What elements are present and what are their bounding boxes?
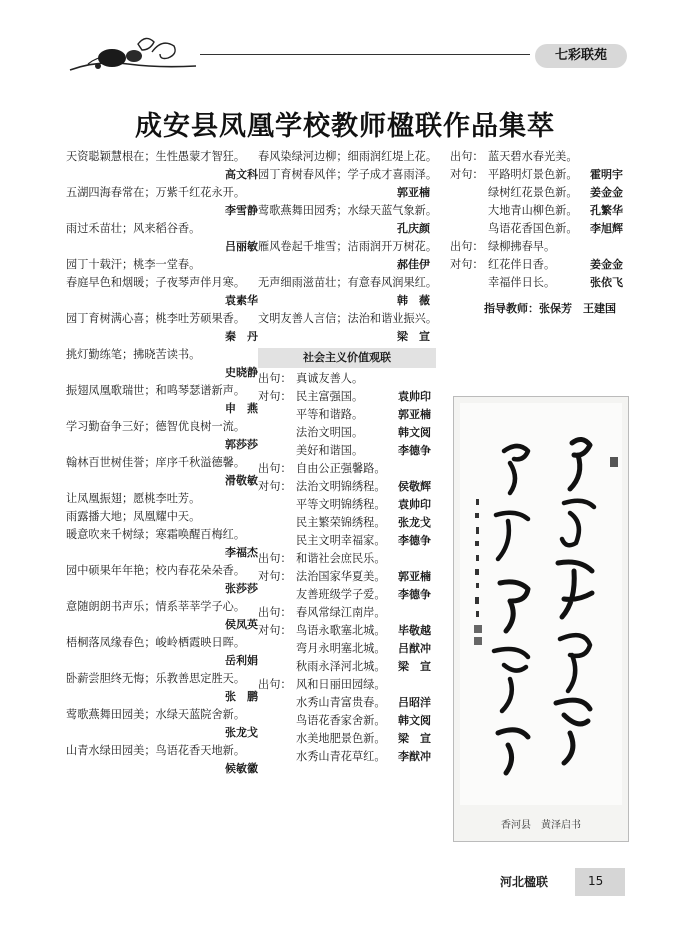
couplet-text: 风和日丽田园绿。 <box>296 678 386 691</box>
couplet-text: 幸福伴日长。 <box>488 276 556 289</box>
couplet-author: 袁帅印 <box>398 390 431 403</box>
couplet-row <box>258 514 438 532</box>
couplet-author: 申 燕 <box>225 402 258 415</box>
couplet-text: 法治国家华夏美。 <box>296 570 386 583</box>
couplet-text: 水秀山青花草红。 <box>296 750 386 763</box>
couplet-row <box>258 676 438 694</box>
couplet-row <box>258 730 438 748</box>
couplet-line: 春风染绿河边柳；细雨润红堤上花。 <box>258 150 438 163</box>
couplet-label: 出句： <box>450 150 484 163</box>
couplet-row <box>450 256 640 274</box>
couplet-label <box>258 424 296 442</box>
couplet-row <box>258 622 438 640</box>
couplet-text: 法治文明锦绣程。 <box>296 480 386 493</box>
couplet-author: 孔庆颜 <box>397 222 430 235</box>
couplet-author: 李德争 <box>398 588 431 601</box>
couplet-line: 卧薪尝胆终无悔；乐教善思定胜天。 <box>66 672 246 685</box>
calligraphy-caption: 香河县 黄泽启书 <box>501 820 581 831</box>
couplet-author: 霍明宇 <box>590 168 623 181</box>
couplet-author: 张莎莎 <box>225 582 258 595</box>
couplet-label: 出句： <box>258 552 292 565</box>
couplet-author: 张龙戈 <box>398 516 431 529</box>
couplet-line: 园丁十载汗；桃李一堂春。 <box>66 258 201 271</box>
couplet-line: 暖意吹来千树绿；寒霜唤醒百梅红。 <box>66 528 246 541</box>
couplet-author: 姜金金 <box>590 186 623 199</box>
couplet-row <box>258 442 438 460</box>
couplet-text: 绿柳拂春早。 <box>488 240 556 253</box>
couplet-line: 梧桐落凤缘春色；峻岭栖霞映日晖。 <box>66 636 246 649</box>
couplet-label <box>258 694 296 712</box>
couplet-author: 郝佳伊 <box>397 258 430 271</box>
couplet-text: 水秀山青富贵春。 <box>296 696 386 709</box>
couplet-line: 天资聪颖慧根在；生性愚蒙才智狂。 <box>66 150 246 163</box>
couplet-author: 张依飞 <box>590 276 623 289</box>
couplet-text: 民主文明幸福家。 <box>296 534 386 547</box>
couplet-text: 平路明灯景色新。 <box>488 168 578 181</box>
couplet-author: 张龙戈 <box>225 726 258 739</box>
couplet-label <box>450 274 488 292</box>
couplet-author: 岳利娟 <box>225 654 258 667</box>
couplet-author: 吕猷冲 <box>398 642 431 655</box>
couplet-author: 吕昭洋 <box>398 696 431 709</box>
couplet-label: 出句： <box>258 372 292 385</box>
couplet-row <box>450 274 640 292</box>
couplet-row <box>258 496 438 514</box>
couplet-line: 雁风卷起千堆雪；洁雨润开万树花。 <box>258 240 438 253</box>
couplet-author: 高文科 <box>225 168 258 181</box>
couplet-line: 翰林百世树佳誉；庠序千秋溢德馨。 <box>66 456 246 469</box>
couplet-text: 平等文明锦绣程。 <box>296 498 386 511</box>
couplet-author: 李德争 <box>398 444 431 457</box>
couplet-row <box>258 478 438 496</box>
couplet-label <box>258 406 296 424</box>
couplet-label: 对句： <box>450 168 484 181</box>
couplet-label <box>258 442 296 460</box>
couplet-text: 水美地肥景色新。 <box>296 732 386 745</box>
couplet-row <box>258 658 438 676</box>
couplet-row <box>258 460 438 478</box>
couplet-row <box>258 586 438 604</box>
couplet-line: 莺歌燕舞田园美；水绿天蓝院舍新。 <box>66 708 246 721</box>
couplet-line: 园丁育树春风伴；学子成才喜雨泽。 <box>258 168 438 181</box>
page-number: 15 <box>588 874 604 888</box>
couplet-author: 秦 丹 <box>225 330 258 343</box>
header-rule <box>200 54 530 55</box>
couplet-row <box>258 712 438 730</box>
couplet-author: 姜金金 <box>590 258 623 271</box>
couplet-author: 李猷冲 <box>398 750 431 763</box>
couplet-author: 滑敬敏 <box>225 474 258 487</box>
couplet-label: 对句： <box>258 570 292 583</box>
couplet-author: 毕敬越 <box>398 624 431 637</box>
couplet-row <box>450 220 640 238</box>
couplet-label <box>258 532 296 550</box>
couplet-author: 张 鹏 <box>225 690 258 703</box>
couplet-label <box>258 730 296 748</box>
couplet-line: 春庭早色和烟暖；子夜琴声伴月寒。 <box>66 276 246 289</box>
couplet-author: 史晓静 <box>225 366 258 379</box>
couplet-text: 真诚友善人。 <box>296 372 364 385</box>
couplet-author: 梁 宣 <box>398 732 431 745</box>
couplet-label <box>258 658 296 676</box>
couplet-author: 李福杰 <box>225 546 258 559</box>
couplet-label <box>258 640 296 658</box>
column-3 <box>450 148 640 318</box>
couplet-row <box>258 406 438 424</box>
couplet-line: 挑灯勤练笔；拂晓苦读书。 <box>66 348 201 361</box>
couplet-row <box>450 202 640 220</box>
couplet-line: 园丁育树满心喜；桃李吐芳硕果香。 <box>66 312 246 325</box>
couplet-label <box>258 586 296 604</box>
couplet-line: 学习勤奋争三好；德智优良树一流。 <box>66 420 246 433</box>
couplet-row <box>450 148 640 166</box>
couplet-line: 振翅凤凰歌瑞世；和鸣琴瑟谱新声。 <box>66 384 246 397</box>
couplet-row <box>258 550 438 568</box>
couplet-row <box>258 694 438 712</box>
couplet-author: 郭莎莎 <box>225 438 258 451</box>
plum-blossom-logo <box>68 30 198 80</box>
couplet-line: 雨露播大地；凤凰耀中天。 <box>66 510 201 523</box>
couplet-label: 出句： <box>450 240 484 253</box>
couplet-line: 无声细雨滋苗壮；有意春风润果红。 <box>258 276 438 289</box>
couplet-text: 民主繁荣锦绣程。 <box>296 516 386 529</box>
couplet-author: 吕丽敏 <box>225 240 258 253</box>
couplet-author: 韩文阅 <box>398 714 431 727</box>
couplet-row <box>258 604 438 622</box>
couplet-text: 平等和谐路。 <box>296 408 364 421</box>
couplet-line: 五湖四海春常在；万紫千红花永开。 <box>66 186 246 199</box>
couplet-author: 孔繁华 <box>590 204 623 217</box>
couplet-row <box>258 640 438 658</box>
couplet-author: 郭亚楠 <box>398 570 431 583</box>
couplet-text: 友善班级学子爱。 <box>296 588 386 601</box>
section-heading: 社会主义价值观联 <box>258 348 436 368</box>
couplet-line: 雨过禾苗壮；风来稻谷香。 <box>66 222 201 235</box>
couplet-label: 对句： <box>258 624 292 637</box>
couplet-label: 对句： <box>258 390 292 403</box>
couplet-label: 对句： <box>258 480 292 493</box>
calligraphy-artwork <box>453 396 629 842</box>
couplet-label <box>258 496 296 514</box>
couplet-text: 蓝天碧水春光美。 <box>488 150 578 163</box>
journal-name: 河北楹联 <box>500 875 549 889</box>
couplet-text: 鸟语永歌塞北城。 <box>296 624 386 637</box>
couplet-label <box>258 712 296 730</box>
couplet-label: 出句： <box>258 462 292 475</box>
couplet-row <box>258 388 438 406</box>
couplet-line: 园中硕果年年艳；校内春花朵朵香。 <box>66 564 246 577</box>
section-tag: 七彩联苑 <box>535 44 627 68</box>
couplet-author: 梁 宣 <box>398 660 431 673</box>
couplet-row <box>258 532 438 550</box>
couplet-line: 让凤凰振翅；愿桃李吐芳。 <box>66 492 201 505</box>
couplet-line: 文明友善人言信；法治和谐业振兴。 <box>258 312 438 325</box>
couplet-author: 梁 宣 <box>397 330 430 343</box>
couplet-text: 法治文明国。 <box>296 426 364 439</box>
couplet-row <box>258 748 438 766</box>
couplet-text: 弯月永明塞北城。 <box>296 642 386 655</box>
couplet-author: 李旭辉 <box>590 222 623 235</box>
couplet-author: 李雪静 <box>225 204 258 217</box>
couplet-author: 袁素华 <box>225 294 258 307</box>
couplet-label <box>450 202 488 220</box>
couplet-author: 韩 薇 <box>397 294 430 307</box>
couplet-row <box>450 184 640 202</box>
couplet-label <box>258 748 296 766</box>
couplet-author: 郭亚楠 <box>397 186 430 199</box>
couplet-text: 自由公正强馨路。 <box>296 462 386 475</box>
couplet-text: 春风常绿江南岸。 <box>296 606 386 619</box>
couplet-text: 大地青山柳色新。 <box>488 204 578 217</box>
couplet-label: 出句： <box>258 678 292 691</box>
couplet-text: 秋雨永泽河北城。 <box>296 660 386 673</box>
page-title: 成安县凤凰学校教师楹联作品集萃 <box>135 111 555 142</box>
column-1 <box>66 148 266 778</box>
couplet-author: 候敏徽 <box>225 762 258 775</box>
couplet-label <box>450 220 488 238</box>
couplet-label <box>258 514 296 532</box>
column-2 <box>258 148 438 766</box>
couplet-author: 侯凤英 <box>225 618 258 631</box>
couplet-author: 侯敬辉 <box>398 480 431 493</box>
couplet-row <box>258 424 438 442</box>
couplet-line: 莺歌燕舞田园秀；水绿天蓝气象新。 <box>258 204 438 217</box>
advisor-credit: 指导教师：张保芳 王建国 <box>484 302 616 315</box>
couplet-text: 和谐社会庶民乐。 <box>296 552 386 565</box>
couplet-text: 美好和谐国。 <box>296 444 364 457</box>
couplet-label: 对句： <box>450 258 484 271</box>
couplet-label: 出句： <box>258 606 292 619</box>
couplet-author: 郭亚楠 <box>398 408 431 421</box>
couplet-text: 鸟语花香国色新。 <box>488 222 578 235</box>
couplet-label <box>450 184 488 202</box>
couplet-text: 民主富强国。 <box>296 390 364 403</box>
couplet-row <box>450 166 640 184</box>
couplet-author: 李德争 <box>398 534 431 547</box>
couplet-line: 山青水绿田园美；鸟语花香天地新。 <box>66 744 246 757</box>
couplet-author: 袁帅印 <box>398 498 431 511</box>
couplet-row <box>258 568 438 586</box>
couplet-text: 鸟语花香家舍新。 <box>296 714 386 727</box>
couplet-row <box>258 370 438 388</box>
couplet-text: 绿树红花景色新。 <box>488 186 578 199</box>
couplet-text: 红花伴日香。 <box>488 258 556 271</box>
couplet-row <box>450 238 640 256</box>
calligraphy-brushwork <box>460 403 622 799</box>
couplet-author: 韩文阅 <box>398 426 431 439</box>
couplet-line: 意随朗朗书声乐；情系莘莘学子心。 <box>66 600 246 613</box>
